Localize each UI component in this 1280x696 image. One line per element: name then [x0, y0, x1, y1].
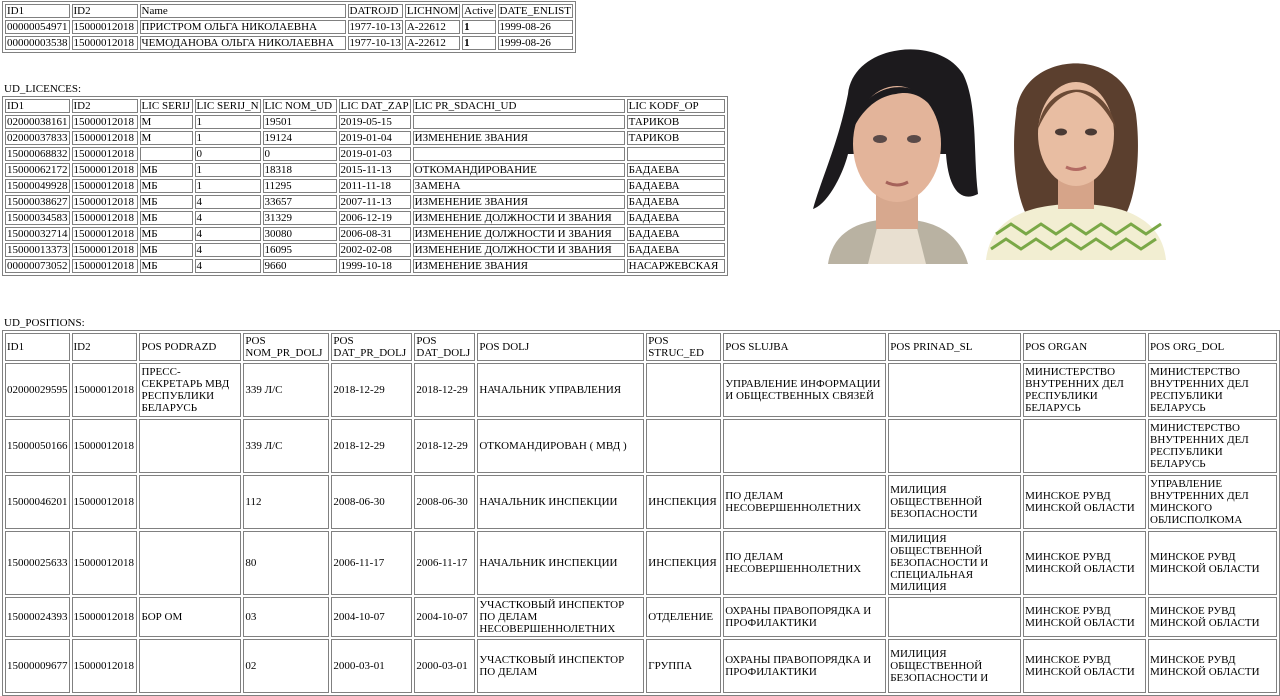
- table-cell: 15000062172: [7, 164, 68, 176]
- table-cell: 2011-11-18: [339, 179, 411, 193]
- portrait-image: [986, 34, 1166, 260]
- table-cell: 2019-05-15: [339, 115, 411, 129]
- table-cell: МБ: [140, 259, 193, 273]
- persons-table: [2, 1, 576, 53]
- table-cell: 15000012018: [72, 36, 138, 50]
- table-cell: 11295: [263, 179, 337, 193]
- table-cell: 2006-12-19: [339, 211, 411, 225]
- table-cell: БАДАЕВА: [627, 179, 725, 193]
- table-cell: 16095: [263, 243, 337, 257]
- table-cell: M: [140, 115, 193, 129]
- table-cell: 2018-12-29: [414, 363, 475, 417]
- header-cell: LIC KODF_OP: [627, 99, 725, 113]
- header-cell: LIC SERIJ: [140, 99, 193, 113]
- table-cell: 15000012018: [72, 131, 138, 145]
- table-cell: 15000012018: [72, 147, 138, 161]
- table-cell: 15000025633: [5, 531, 70, 595]
- table-cell: 339 Л/С: [243, 363, 329, 417]
- table-cell: 2015-11-13: [339, 163, 411, 177]
- table-row: [5, 211, 725, 225]
- table-row: [5, 531, 1277, 595]
- table-cell: 4: [195, 259, 261, 273]
- table-cell: 02000029595: [5, 363, 70, 417]
- table-cell: 4: [195, 211, 261, 225]
- table-cell: МБ: [140, 163, 193, 177]
- table-cell: 1999-08-26: [498, 20, 574, 34]
- table-cell: [139, 531, 241, 595]
- table-cell: 00000003538: [7, 37, 68, 49]
- table-cell: МИЛИЦИЯ ОБЩЕСТВЕННОЙ БЕЗОПАСНОСТИ И СПЕЦИАЛЬНАЯ МИЛИЦИЯ: [888, 531, 1021, 595]
- table-cell: 15000013373: [7, 244, 68, 256]
- table-cell: 1: [462, 20, 495, 34]
- table-cell: [413, 147, 625, 161]
- table-cell: 15000012018: [72, 195, 138, 209]
- table-cell: МБ: [140, 243, 193, 257]
- table-cell: ИНСПЕКЦИЯ: [646, 531, 721, 595]
- table-cell: МИНСКОЕ РУВД МИНСКОЙ ОБЛАСТИ: [1023, 531, 1146, 595]
- header-cell: POS ORG_DOL: [1148, 333, 1277, 361]
- header-cell: LIC SERIJ_N: [196, 100, 259, 112]
- table-cell: 2018-12-29: [414, 419, 475, 473]
- table-cell: 2018-12-29: [331, 363, 412, 417]
- table-cell: [139, 419, 241, 473]
- header-cell: DATROJD: [348, 4, 403, 18]
- table-cell: A-22612: [405, 20, 460, 34]
- table-cell: 15000009677: [5, 639, 70, 693]
- table-cell: БАДАЕВА: [627, 211, 725, 225]
- table-cell: ИЗМЕНЕНИЕ ЗВАНИЯ: [413, 131, 625, 145]
- table-row: [5, 195, 725, 209]
- table-cell: МИЛИЦИЯ ОБЩЕСТВЕННОЙ БЕЗОПАСНОСТИ: [888, 475, 1021, 529]
- table-cell: [139, 639, 241, 693]
- table-cell: НАЧАЛЬНИК УПРАВЛЕНИЯ: [477, 363, 644, 417]
- table-cell: [646, 419, 721, 473]
- table-cell: МИНСКОЕ РУВД МИНСКОЙ ОБЛАСТИ: [1148, 639, 1277, 693]
- table-cell: 1999-10-18: [339, 259, 411, 273]
- table-cell: НАСАРЖЕВСКАЯ: [627, 259, 725, 273]
- header-cell: POS SLUJBA: [723, 333, 886, 361]
- table-cell: 15000012018: [72, 179, 138, 193]
- table-cell: МБ: [140, 227, 193, 241]
- table-cell: ТАРИКОВ: [627, 115, 725, 129]
- table-cell: 4: [195, 195, 261, 209]
- table-cell: 15000046201: [5, 475, 70, 529]
- header-cell: LIC DAT_ZAP: [340, 100, 409, 112]
- table-cell: ОТДЕЛЕНИЕ: [646, 597, 721, 637]
- table-cell: МИНСКОЕ РУВД МИНСКОЙ ОБЛАСТИ: [1023, 639, 1146, 693]
- table-cell: ОХРАНЫ ПРАВОПОРЯДКА И ПРОФИЛАКТИКИ: [723, 639, 886, 693]
- header-cell: ID1: [5, 99, 70, 113]
- table-cell: 0: [263, 147, 337, 161]
- portrait-image: [808, 34, 984, 264]
- table-cell: 2006-11-17: [414, 531, 475, 595]
- table-header-row: [5, 333, 1277, 361]
- table-cell: A-22612: [405, 36, 460, 50]
- table-cell: [627, 147, 725, 161]
- table-cell: 15000012018: [72, 597, 138, 637]
- table-cell: 1: [195, 179, 261, 193]
- table-cell: ИЗМЕНЕНИЕ ДОЛЖНОСТИ И ЗВАНИЯ: [413, 211, 625, 225]
- table-header-row: [5, 4, 573, 18]
- table-cell: 2019-01-03: [339, 147, 411, 161]
- header-cell: DATE_ENLIST: [499, 5, 571, 17]
- table-row: [5, 419, 1277, 473]
- table-cell: УПРАВЛЕНИЕ ИНФОРМАЦИИ И ОБЩЕСТВЕННЫХ СВЯЗЕЙ: [723, 363, 886, 417]
- table-cell: 00000073052: [7, 260, 68, 272]
- header-cell: LICHNOM: [406, 5, 459, 17]
- positions-label: UD_POSITIONS:: [4, 317, 85, 329]
- table-cell: МИНСКОЕ РУВД МИНСКОЙ ОБЛАСТИ: [1023, 597, 1146, 637]
- table-cell: 15000012018: [72, 475, 138, 529]
- table-cell: МИЛИЦИЯ ОБЩЕСТВЕННОЙ БЕЗОПАСНОСТИ И: [888, 639, 1021, 693]
- table-cell: [413, 115, 625, 129]
- table-cell: МИНСКОЕ РУВД МИНСКОЙ ОБЛАСТИ: [1148, 531, 1277, 595]
- table-cell: 15000012018: [72, 115, 138, 129]
- header-cell: Name: [140, 4, 346, 18]
- table-cell: МИНСКОЕ РУВД МИНСКОЙ ОБЛАСТИ: [1148, 597, 1277, 637]
- table-cell: НАЧАЛЬНИК ИНСПЕКЦИИ: [477, 475, 644, 529]
- table-cell: 15000038627: [7, 196, 68, 208]
- table-cell: 02000038161: [7, 116, 68, 128]
- table-cell: 02000037833: [7, 132, 68, 144]
- table-cell: 1: [195, 115, 261, 129]
- licences-label: UD_LICENCES:: [4, 83, 81, 95]
- header-cell: ID1: [5, 4, 70, 18]
- table-cell: 2002-02-08: [339, 243, 411, 257]
- table-cell: 2004-10-07: [414, 597, 475, 637]
- table-cell: 4: [195, 243, 261, 257]
- table-cell: ОТКОМАНДИРОВАНИЕ: [413, 163, 625, 177]
- header-cell: LIC PR_SDACHI_UD: [413, 99, 625, 113]
- person-photo-2: [986, 34, 1166, 260]
- table-cell: 339 Л/С: [243, 419, 329, 473]
- table-cell: 2019-01-04: [339, 131, 411, 145]
- table-cell: 15000012018: [72, 243, 138, 257]
- table-cell: 15000034583: [7, 212, 68, 224]
- table-cell: МБ: [140, 195, 193, 209]
- header-cell: ID2: [72, 4, 138, 18]
- table-cell: 15000012018: [72, 227, 138, 241]
- header-cell: POS DAT_DOLJ: [414, 333, 475, 361]
- table-cell: 00000054971: [7, 21, 68, 33]
- licences-table: [2, 96, 728, 276]
- table-cell: M: [140, 131, 193, 145]
- table-cell: [888, 597, 1021, 637]
- table-cell: 0: [195, 147, 261, 161]
- table-cell: 31329: [263, 211, 337, 225]
- table-row: [5, 227, 725, 241]
- table-cell: МБ: [140, 179, 193, 193]
- table-cell: 1977-10-13: [349, 21, 401, 33]
- table-cell: 15000012018: [72, 211, 138, 225]
- table-cell: 02: [243, 639, 329, 693]
- table-cell: 15000012018: [72, 419, 138, 473]
- header-cell: POS DAT_PR_DOLJ: [331, 333, 412, 361]
- table-cell: 4: [195, 227, 261, 241]
- table-cell: [1023, 419, 1146, 473]
- table-cell: ЗАМЕНА: [413, 179, 625, 193]
- header-cell: POS PRINAD_SL: [888, 333, 1021, 361]
- table-cell: 15000012018: [72, 163, 138, 177]
- table-cell: БОР ОМ: [139, 597, 241, 637]
- table-cell: 15000012018: [72, 639, 138, 693]
- positions-table: [2, 330, 1280, 696]
- table-cell: 19501: [263, 115, 337, 129]
- table-cell: ПО ДЕЛАМ НЕСОВЕРШЕННОЛЕТНИХ: [723, 531, 886, 595]
- table-cell: НАЧАЛЬНИК ИНСПЕКЦИИ: [477, 531, 644, 595]
- table-row: [5, 131, 725, 145]
- header-cell: ID2: [72, 99, 138, 113]
- table-cell: 15000050166: [5, 419, 70, 473]
- table-cell: ОХРАНЫ ПРАВОПОРЯДКА И ПРОФИЛАКТИКИ: [723, 597, 886, 637]
- table-cell: 15000032714: [7, 228, 68, 240]
- table-cell: ИНСПЕКЦИЯ: [646, 475, 721, 529]
- table-cell: 15000049928: [7, 180, 68, 192]
- table-cell: МИНИСТЕРСТВО ВНУТРЕННИХ ДЕЛ РЕСПУБЛИКИ БЕЛАРУСЬ: [1148, 363, 1277, 417]
- table-cell: МИНИСТЕРСТВО ВНУТРЕННИХ ДЕЛ РЕСПУБЛИКИ БЕЛАРУСЬ: [1023, 363, 1146, 417]
- table-cell: ЧЕМОДАНОВА ОЛЬГА НИКОЛАЕВНА: [140, 36, 346, 50]
- table-cell: УЧАСТКОВЫЙ ИНСПЕКТОР ПО ДЕЛАМ НЕСОВЕРШЕННОЛЕТНИХ: [477, 597, 644, 637]
- table-cell: [646, 363, 721, 417]
- table-cell: 18318: [263, 163, 337, 177]
- table-cell: 1: [462, 36, 495, 50]
- table-cell: БАДАЕВА: [627, 195, 725, 209]
- header-cell: POS PODRAZD: [139, 333, 241, 361]
- table-cell: 2018-12-29: [331, 419, 412, 473]
- table-cell: МБ: [140, 211, 193, 225]
- header-cell: Active: [464, 5, 494, 17]
- table-cell: 2007-11-13: [339, 195, 411, 209]
- table-cell: ПРИСТРОМ ОЛЬГА НИКОЛАЕВНА: [140, 20, 346, 34]
- table-row: [5, 115, 725, 129]
- table-cell: ПРЕСС-СЕКРЕТАРЬ МВД РЕСПУБЛИКИ БЕЛАРУСЬ: [139, 363, 241, 417]
- table-cell: 15000012018: [72, 259, 138, 273]
- table-cell: 2000-03-01: [414, 639, 475, 693]
- table-row: [5, 147, 725, 161]
- table-cell: ГРУППА: [646, 639, 721, 693]
- table-cell: УЧАСТКОВЫЙ ИНСПЕКТОР ПО ДЕЛАМ: [477, 639, 644, 693]
- header-cell: ID1: [5, 333, 70, 361]
- table-cell: 2000-03-01: [331, 639, 412, 693]
- table-cell: 1: [195, 131, 261, 145]
- person-photo-1: [808, 34, 984, 264]
- table-cell: [140, 147, 193, 161]
- table-cell: ИЗМЕНЕНИЕ ДОЛЖНОСТИ И ЗВАНИЯ: [413, 227, 625, 241]
- table-cell: 2006-08-31: [339, 227, 411, 241]
- table-cell: БАДАЕВА: [627, 243, 725, 257]
- table-row: [5, 163, 725, 177]
- table-cell: 15000012018: [72, 363, 138, 417]
- table-cell: МИНСКОЕ РУВД МИНСКОЙ ОБЛАСТИ: [1023, 475, 1146, 529]
- table-cell: 15000024393: [5, 597, 70, 637]
- table-cell: 1999-08-26: [498, 36, 574, 50]
- table-cell: ПО ДЕЛАМ НЕСОВЕРШЕННОЛЕТНИХ: [723, 475, 886, 529]
- table-cell: 2004-10-07: [331, 597, 412, 637]
- table-cell: БАДАЕВА: [627, 227, 725, 241]
- table-cell: ИЗМЕНЕНИЕ ЗВАНИЯ: [413, 259, 625, 273]
- header-cell: POS ORGAN: [1023, 333, 1146, 361]
- table-cell: 15000012018: [72, 20, 138, 34]
- table-row: [5, 363, 1277, 417]
- table-row: [5, 259, 725, 273]
- header-cell: POS NOM_PR_DOLJ: [243, 333, 329, 361]
- table-row: [5, 639, 1277, 693]
- table-cell: [888, 363, 1021, 417]
- header-cell: ID2: [72, 333, 138, 361]
- table-cell: БАДАЕВА: [627, 163, 725, 177]
- table-cell: УПРАВЛЕНИЕ ВНУТРЕННИХ ДЕЛ МИНСКОГО ОБЛИСПОЛКОМА: [1148, 475, 1277, 529]
- table-cell: 15000012018: [72, 531, 138, 595]
- table-cell: ИЗМЕНЕНИЕ ЗВАНИЯ: [413, 195, 625, 209]
- table-cell: 1: [195, 163, 261, 177]
- table-cell: [888, 419, 1021, 473]
- header-cell: POS DOLJ: [477, 333, 644, 361]
- table-cell: ТАРИКОВ: [627, 131, 725, 145]
- table-cell: 2006-11-17: [331, 531, 412, 595]
- table-cell: МИНИСТЕРСТВО ВНУТРЕННИХ ДЕЛ РЕСПУБЛИКИ БЕЛАРУСЬ: [1148, 419, 1277, 473]
- table-cell: 2008-06-30: [331, 475, 412, 529]
- table-cell: 15000068832: [7, 148, 68, 160]
- table-cell: [723, 419, 886, 473]
- table-cell: ИЗМЕНЕНИЕ ДОЛЖНОСТИ И ЗВАНИЯ: [413, 243, 625, 257]
- table-row: [5, 597, 1277, 637]
- table-cell: 19124: [263, 131, 337, 145]
- header-cell: POS STRUC_ED: [646, 333, 721, 361]
- table-row: [5, 20, 573, 34]
- table-cell: [139, 475, 241, 529]
- table-cell: 33657: [263, 195, 337, 209]
- table-row: [5, 36, 573, 50]
- table-row: [5, 475, 1277, 529]
- table-cell: 30080: [263, 227, 337, 241]
- table-header-row: [5, 99, 725, 113]
- table-cell: 1977-10-13: [349, 37, 401, 49]
- table-row: [5, 243, 725, 257]
- table-row: [5, 179, 725, 193]
- table-cell: 03: [243, 597, 329, 637]
- table-cell: 9660: [263, 259, 337, 273]
- table-cell: 2008-06-30: [414, 475, 475, 529]
- table-cell: 80: [243, 531, 329, 595]
- header-cell: LIC NOM_UD: [263, 99, 337, 113]
- table-cell: 112: [243, 475, 329, 529]
- table-cell: ОТКОМАНДИРОВАН ( МВД ): [477, 419, 644, 473]
